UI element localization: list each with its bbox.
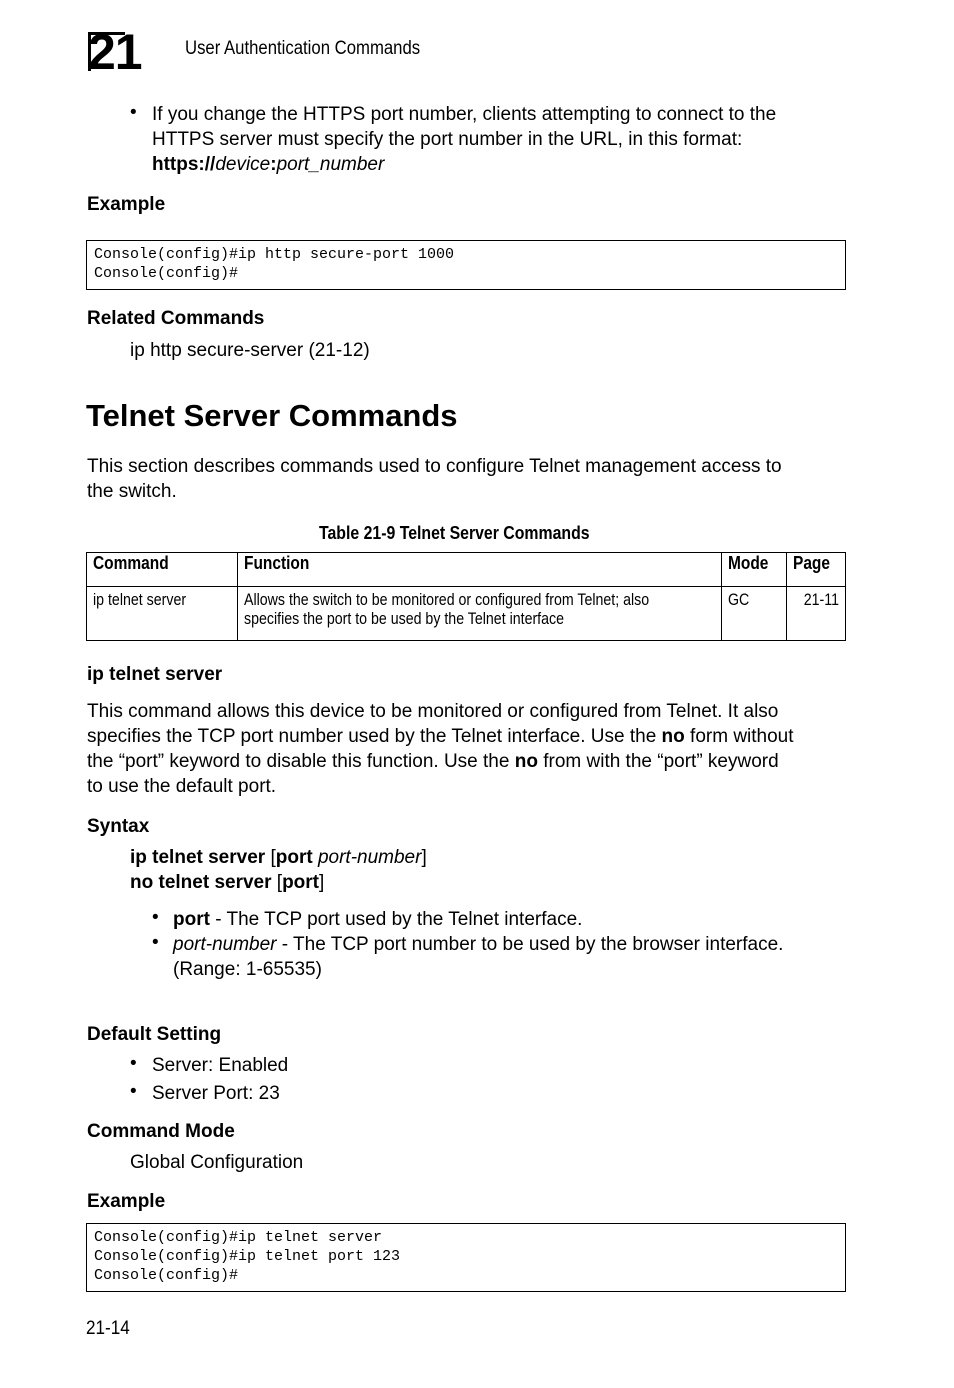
desc-line3b: from with the “port” keyword bbox=[537, 751, 779, 772]
section-intro-line1: This section describes commands used to configure Telnet management access to bbox=[87, 456, 782, 477]
desc-line2 bbox=[87, 724, 867, 749]
table-caption: Table 21-9 Telnet Server Commands bbox=[319, 523, 590, 543]
syntax-bracket: [ bbox=[271, 872, 283, 893]
param-range: (Range: 1-65535) bbox=[173, 959, 322, 980]
table-cell-function bbox=[237, 587, 721, 641]
syntax-cmd: ip telnet server bbox=[130, 847, 266, 868]
cell-mode-text: GC bbox=[727, 591, 749, 609]
command-description bbox=[87, 699, 867, 799]
syntax-bracket: [ bbox=[265, 847, 276, 868]
header-function: Function bbox=[243, 553, 309, 573]
section-title: Telnet Server Commands bbox=[86, 398, 458, 433]
syntax-port-keyword: port bbox=[275, 847, 313, 868]
desc-no-keyword: no bbox=[661, 726, 685, 747]
default-item: Server Port: 23 bbox=[152, 1083, 280, 1104]
https-note-line1: If you change the HTTPS port number, clients attempting to connect to the bbox=[152, 104, 777, 125]
https-note bbox=[152, 102, 852, 177]
section-intro bbox=[87, 454, 857, 504]
table-header-cell bbox=[786, 553, 845, 587]
table-header-cell bbox=[237, 553, 721, 587]
running-title: User Authentication Commands bbox=[185, 38, 421, 59]
table-cell-page bbox=[786, 587, 845, 641]
page-number: 21-14 bbox=[86, 1318, 130, 1339]
syntax-heading: Syntax bbox=[87, 816, 150, 837]
table-cell-command bbox=[87, 587, 238, 641]
related-commands-text: ip http secure-server (21-12) bbox=[130, 340, 370, 361]
header-mode: Mode bbox=[727, 553, 769, 573]
format-prefix: https:// bbox=[152, 154, 216, 175]
param-term: port-number bbox=[173, 934, 277, 955]
desc-line2a: specifies the TCP port number used by the Telnet interface. Use the bbox=[87, 726, 662, 747]
cell-command-text: ip telnet server bbox=[93, 591, 187, 609]
syntax-bracket: ] bbox=[421, 847, 427, 868]
command-mode-text: Global Configuration bbox=[130, 1152, 304, 1173]
syntax-line1 bbox=[130, 845, 427, 870]
cell-function-line2: specifies the port to be used by the Telnet interface bbox=[243, 610, 564, 628]
table-header-cell bbox=[721, 553, 786, 587]
https-format bbox=[152, 152, 852, 177]
section-intro-line2: the switch. bbox=[87, 481, 177, 502]
syntax-bullet-port bbox=[173, 907, 582, 932]
format-port: port_number bbox=[276, 154, 385, 175]
telnet-commands-table bbox=[86, 552, 846, 641]
example-code-block: Console(config)#ip http secure-port 1000 Console(config)# bbox=[86, 240, 846, 290]
desc-line2b: form without bbox=[684, 726, 794, 747]
syntax-bullet-port-number bbox=[173, 932, 853, 982]
format-device: device bbox=[215, 154, 271, 175]
bullet-marker: • bbox=[130, 1081, 137, 1102]
related-commands-heading: Related Commands bbox=[87, 308, 265, 329]
syntax-bracket: ] bbox=[319, 872, 325, 893]
bullet-marker: • bbox=[152, 932, 159, 953]
desc-line4: to use the default port. bbox=[87, 776, 277, 797]
bullet-marker: • bbox=[152, 907, 159, 928]
default-item: Server: Enabled bbox=[152, 1055, 289, 1076]
header-page: Page bbox=[792, 553, 830, 573]
table-row bbox=[87, 587, 846, 641]
cell-function-line1: Allows the switch to be monitored or configured from Telnet; also bbox=[243, 591, 649, 609]
syntax-port-keyword: port bbox=[282, 872, 319, 893]
chapter-number: 21 bbox=[88, 24, 142, 80]
desc-line3 bbox=[87, 749, 867, 774]
desc-no-keyword: no bbox=[514, 751, 538, 772]
param-term: port bbox=[173, 909, 210, 930]
table-cell-mode bbox=[721, 587, 786, 641]
syntax-param: port-number bbox=[317, 847, 422, 868]
param-desc: - The TCP port number to be used by the browser interface. bbox=[276, 934, 784, 955]
bullet-marker: • bbox=[130, 1053, 137, 1074]
example-code-block: Console(config)#ip telnet server Console(config)#ip telnet port 123 Console(config)# bbox=[86, 1223, 846, 1292]
command-mode-heading: Command Mode bbox=[87, 1121, 235, 1142]
desc-line1: This command allows this device to be monitored or configured from Telnet. It also bbox=[87, 701, 779, 722]
example-heading: Example bbox=[87, 194, 166, 215]
format-colon: : bbox=[270, 154, 277, 175]
cell-page-text: 21-11 bbox=[803, 591, 839, 609]
bullet-marker: • bbox=[130, 102, 137, 123]
table-header-cell bbox=[87, 553, 238, 587]
param-desc: - The TCP port used by the Telnet interface. bbox=[209, 909, 583, 930]
desc-line3a: the “port” keyword to disable this function. Use the bbox=[87, 751, 515, 772]
command-heading: ip telnet server bbox=[87, 664, 223, 685]
https-note-line2: HTTPS server must specify the port number in the URL, in this format: bbox=[152, 129, 743, 150]
default-setting-heading: Default Setting bbox=[87, 1024, 222, 1045]
syntax-cmd: no telnet server bbox=[130, 872, 272, 893]
example-heading: Example bbox=[87, 1191, 166, 1212]
table-header-row bbox=[87, 553, 846, 587]
header-command: Command bbox=[93, 553, 169, 573]
syntax-line2 bbox=[130, 870, 324, 895]
